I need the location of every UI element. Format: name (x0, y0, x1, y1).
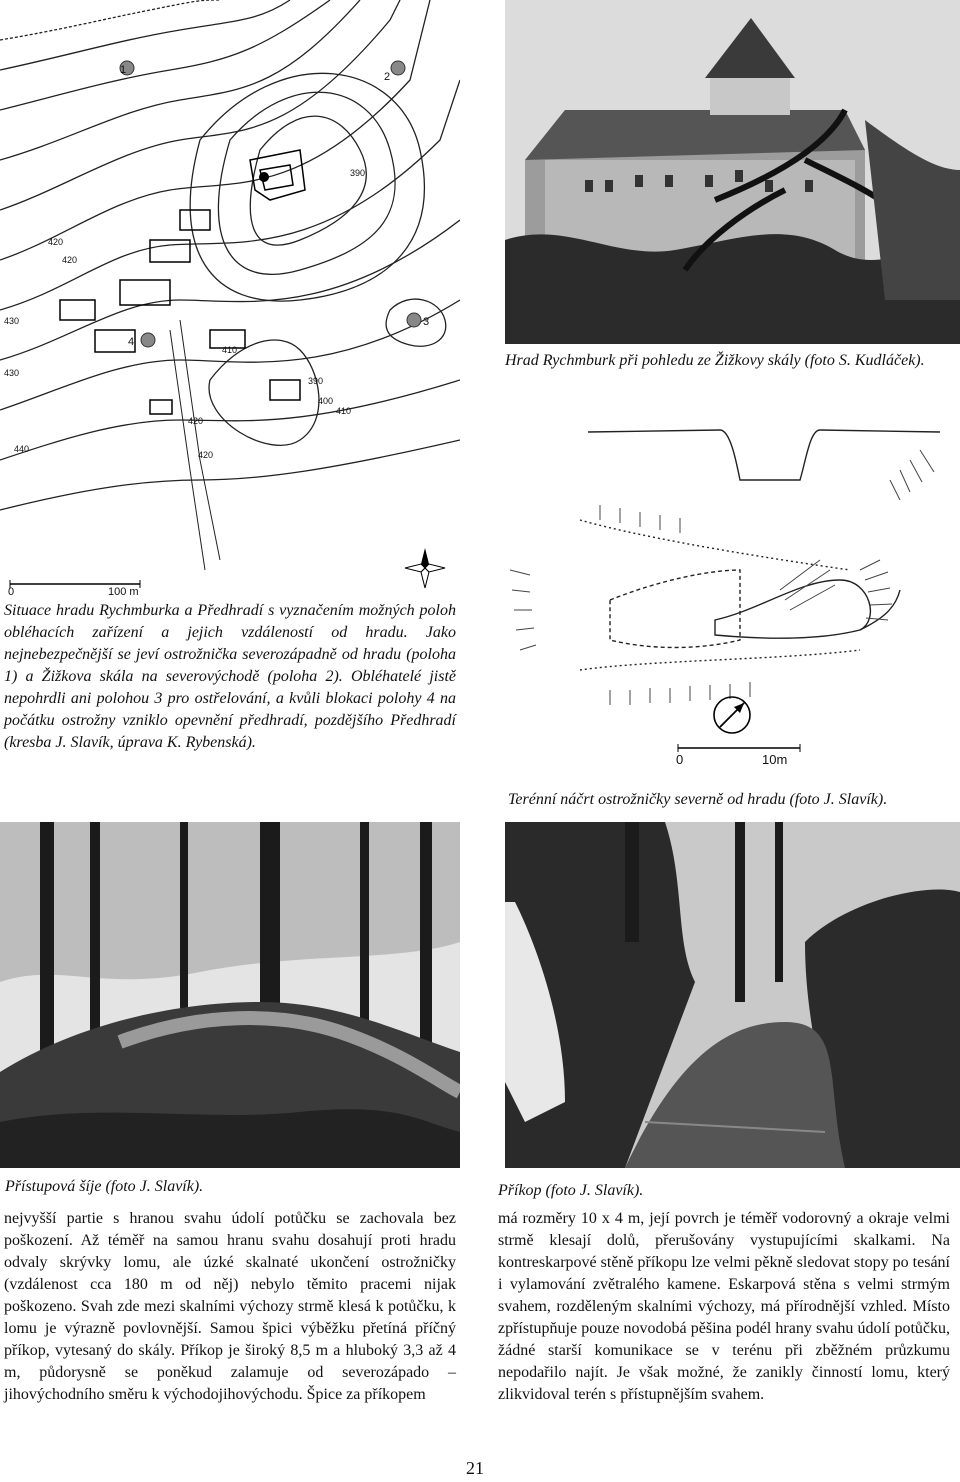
svg-text:430: 430 (4, 316, 20, 326)
svg-text:390: 390 (308, 376, 324, 386)
compass-arrow-icon (714, 697, 750, 733)
svg-text:420: 420 (48, 237, 64, 247)
castle-photo (505, 0, 960, 344)
site-map (0, 0, 460, 600)
terrain-sketch (500, 420, 960, 780)
caption-photo-right: Příkop (foto J. Slavík). (498, 1182, 644, 1199)
svg-text:390: 390 (350, 168, 366, 178)
point-label-3: 3 (423, 316, 430, 328)
sketch-scale-bar (678, 744, 800, 752)
caption-sketch: Terénní náčrt ostrožničky severně od hradu (foto J. Slavík). (508, 791, 888, 808)
north-arrow-icon (405, 548, 445, 588)
point-4-marker (141, 333, 155, 347)
svg-text:410: 410 (222, 345, 238, 355)
map-scale-label: 100 m (108, 586, 139, 598)
point-label-2: 2 (384, 71, 391, 83)
svg-text:430: 430 (4, 368, 20, 378)
contour-map (0, 0, 460, 600)
body-text-right: má rozměry 10 x 4 m, její povrch je téměř vodorovný a okraje velmi strmě klesají dolů, přerušovány vystupujícími skalkami. Na kontreskarpové stěně příkopu lze velmi pěkně sledovat stopy po tesání i vylamování zvětralého kamene. Eskarpová stěna s velmi strmým svahem, rozděleným skalními výchozy, má přírodnější vzhled. Místo zpřístupňuje pouze novodobá pěšina podél hrany svahu údolí potůčku, žádné starší komunikace se v terénu při zběžném průzkumu nepodařilo najít. Je však možné, že zanikly činností lomu, který zlikvidoval terén s přístupnějším svahem. (498, 1210, 950, 1403)
map-scale-zero: 0 (8, 586, 15, 598)
point-3-marker (407, 313, 421, 327)
point-label-4: 4 (128, 336, 135, 348)
svg-text:420: 420 (62, 255, 78, 265)
caption-map: Situace hradu Rychmburka a Předhradí s vyznačením možných poloh obléhacích zařízení a jejich vzdáleností od hradu. Jako nejnebezpečnější se jeví ostrožnička severozápadně od hradu (poloha 1) a Žižkova skála na severovýchodě (poloha 2). Obléhatelé jistě nepohrdli ani polohou 3 pro ostřelování, a kvůli blokaci polohy 4 na počátku ostrožny vzniklo opevnění předhradí, pozdějšího Předhradí (kresba J. Slavík, úprava K. Rybenská). (4, 602, 456, 751)
sketch-scale-label: 10m (762, 752, 788, 767)
caption-photo-left: Přístupová šíje (foto J. Slavík). (5, 1178, 204, 1195)
svg-text:410: 410 (336, 406, 352, 416)
svg-text:420: 420 (188, 416, 204, 426)
svg-text:440: 440 (14, 444, 30, 454)
photo-moat (505, 822, 960, 1168)
svg-text:400: 400 (318, 396, 334, 406)
point-label-1: 1 (120, 64, 127, 76)
svg-text:420: 420 (198, 450, 214, 460)
body-text-left: nejvyšší partie s hranou svahu údolí potůčku se zachovala bez poškození. Až téměř na samou hranu svahu dosahují proti hradu odvaly skrývky lomu, ale úzké skalnaté ukončení ostrožničky (vzdálenost cca 180 m od něj) nebylo těmito pracemi nijak poškozeno. Svah zde mezi skalními výchozy strmě klesá k potůčku, k lomu je výrazně povlovnější. Samou špici výběžku přetíná příčný příkop, vytesaný do skály. Příkop je široký 8,5 m a hluboký 3,3 až 4 m, půdorysně se poněkud zalamuje od severozápado – jihovýchodního směru k východojihovýchodu. Špice za příkopem (4, 1210, 456, 1403)
point-2-marker (391, 61, 405, 75)
page-number: 21 (466, 1458, 484, 1478)
caption-castle: Hrad Rychmburk při pohledu ze Žižkovy skály (foto S. Kudláček). (505, 352, 925, 369)
photo-access-ridge (0, 822, 460, 1168)
sketch-scale-zero: 0 (676, 752, 684, 767)
